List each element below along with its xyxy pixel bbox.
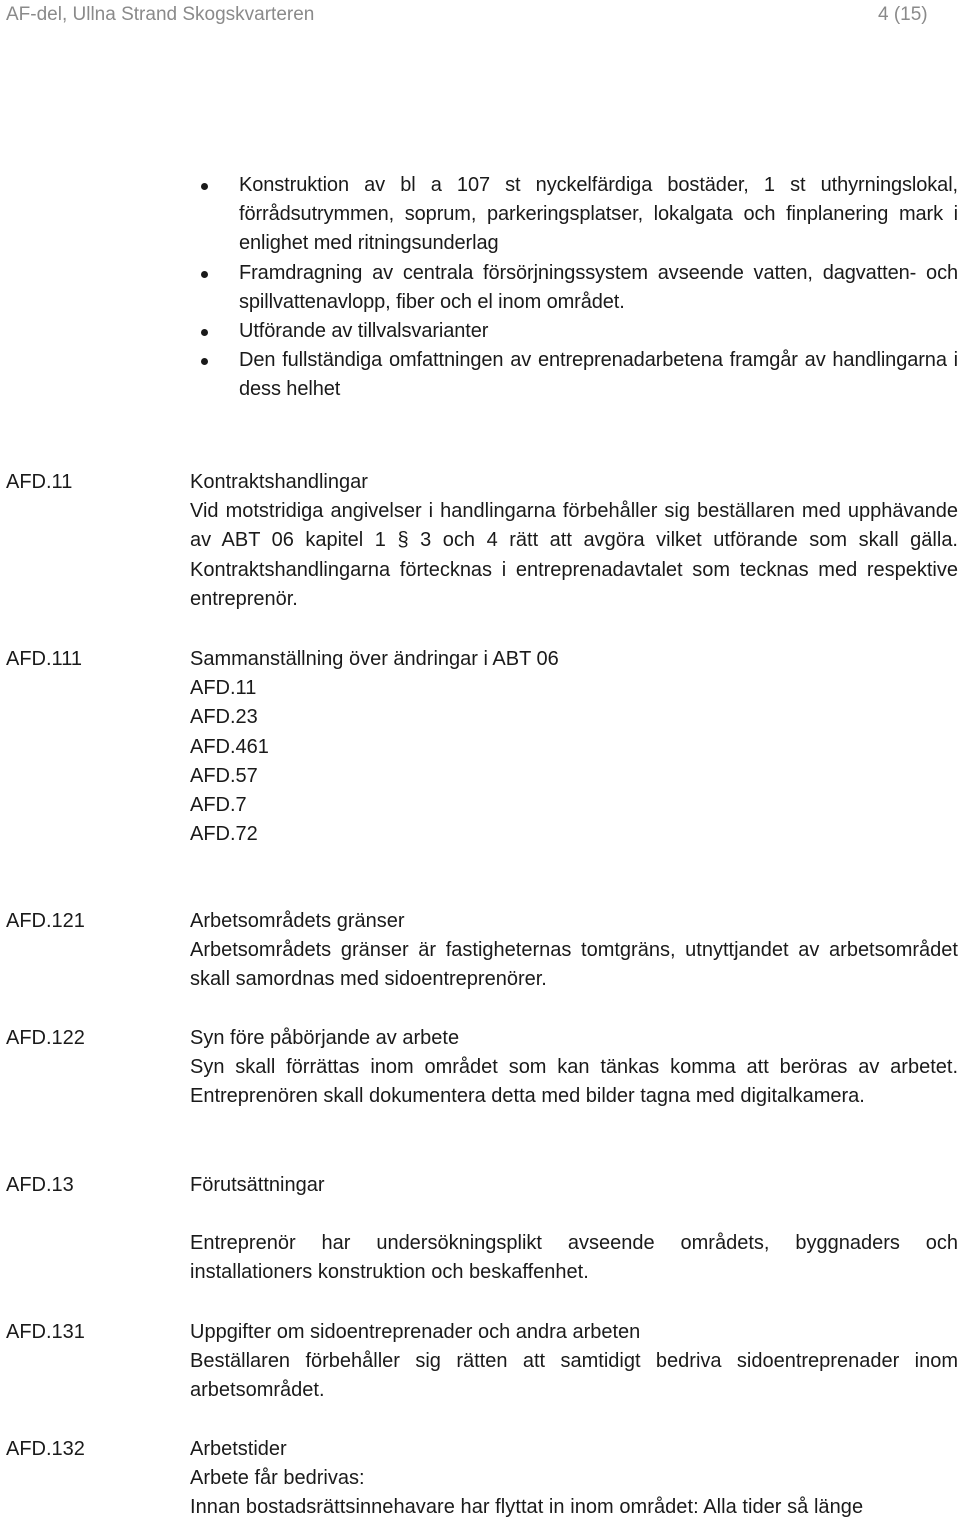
section-text: Entreprenör har undersökningsplikt avseende områdets, byggnaders och installationers konstruktion och beskaffenhet. (190, 1232, 958, 1284)
list-item (190, 346, 958, 404)
section-code: AFD.13 (6, 1174, 74, 1196)
bullet-icon (201, 271, 208, 278)
bullet-icon (201, 183, 208, 190)
list-item: AFD.11 (190, 677, 257, 700)
list-item: AFD.72 (190, 823, 258, 846)
scope-bullet-list (190, 171, 958, 405)
section-text: Beställaren förbehåller sig rätten att samtidigt bedriva sidoentreprenader inom arbetsområdet. (190, 1350, 958, 1402)
section-title: Syn före påbörjande av arbete (190, 1027, 460, 1049)
list-item: AFD.57 (190, 764, 258, 787)
reference-list (190, 674, 958, 849)
page-number: 4 (15) (878, 4, 928, 25)
section-code: AFD.131 (6, 1321, 85, 1343)
section-title: Arbetsområdets gränser (190, 910, 405, 932)
section-title: Förutsättningar (190, 1174, 325, 1196)
document-header-title: AF-del, Ullna Strand Skogskvarteren (6, 4, 315, 25)
section-code: AFD.122 (6, 1027, 85, 1049)
list-item (190, 171, 958, 259)
section-text: Innan bostadsrättsinnehavare har flyttat in inom området: Alla tider så länge (190, 1496, 864, 1519)
bullet-text: Framdragning av centrala försörjningssystem avseende vatten, dagvatten- och spillvattenavlopp, fiber och el inom området. (239, 261, 958, 313)
bullet-text: Den fullständiga omfattningen av entreprenadarbetena framgår av handlingarna i dess helhet (239, 349, 958, 401)
section-code: AFD.132 (6, 1438, 85, 1460)
bullet-icon (201, 329, 208, 336)
section-code: AFD.11 (6, 471, 73, 493)
list-item (190, 317, 958, 346)
list-item: AFD.461 (190, 735, 269, 758)
bullet-text: Konstruktion av bl a 107 st nyckelfärdiga bostäder, 1 st uthyrningslokal, förrådsutrymmen, soprum, parkeringsplatser, lokalgata och finplanering mark i enlighet med ritningsunderlag (239, 174, 958, 255)
section-title: Arbetstider (190, 1438, 287, 1460)
section-text: Arbetsområdets gränser är fastigheternas tomtgräns, utnyttjandet av arbetsområdet skall samordnas med sidoentreprenörer. (190, 939, 958, 991)
section-title: Sammanställning över ändringar i ABT 06 (190, 648, 559, 670)
bullet-text: Utförande av tillvalsvarianter (239, 320, 489, 343)
bullet-icon (201, 358, 208, 365)
section-text: Vid motstridiga angivelser i handlingarna förbehåller sig beställaren med upphävande av ABT 06 kapitel 1 § 3 och 4 rätt att avgöra vilket utförande som skall gälla. Kontraktshandlingarna förtecknas i entreprenadavtalet som tecknas med respektive entreprenör. (190, 500, 958, 610)
section-code: AFD.121 (6, 910, 85, 932)
list-item (190, 259, 958, 317)
section-code: AFD.111 (6, 648, 82, 670)
section-text: Arbete får bedrivas: (190, 1467, 365, 1490)
list-item: AFD.23 (190, 706, 258, 729)
section-title: Uppgifter om sidoentreprenader och andra arbeten (190, 1321, 641, 1343)
list-item: AFD.7 (190, 794, 247, 817)
section-text: Syn skall förrättas inom området som kan tänkas komma att beröras av arbetet. Entreprenören skall dokumentera detta med bilder tagna med digitalkamera. (190, 1056, 958, 1108)
section-title: Kontraktshandlingar (190, 471, 368, 493)
